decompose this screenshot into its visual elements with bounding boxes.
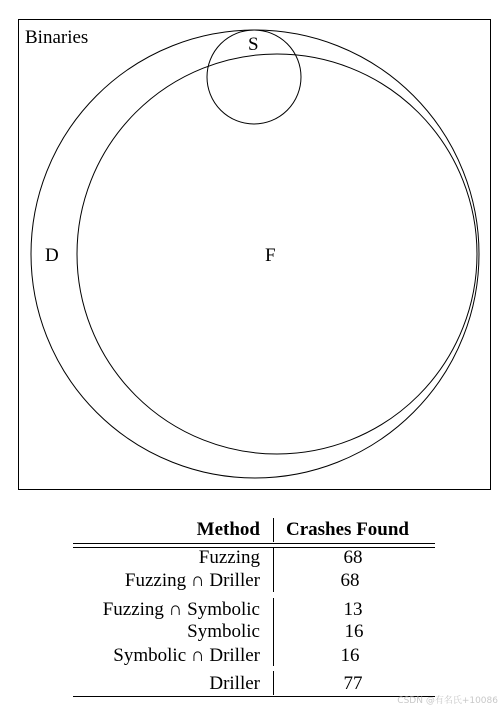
table-row-method: Fuzzing bbox=[198, 547, 260, 568]
group-2-divider bbox=[273, 598, 274, 666]
header-crashes-found: Crashes Found bbox=[286, 519, 409, 540]
table-row-method: Symbolic ∩ Driller bbox=[113, 645, 260, 666]
fuzzing-circle bbox=[77, 54, 477, 454]
table-row-crashes: 68 bbox=[340, 570, 360, 591]
table-row-method: Driller bbox=[209, 673, 260, 694]
table-row-crashes: 16 bbox=[340, 645, 360, 666]
group-3-divider bbox=[273, 671, 274, 695]
driller-circle bbox=[31, 30, 479, 478]
table-row-crashes: 16 bbox=[344, 621, 364, 642]
group-1-divider bbox=[273, 548, 274, 592]
driller-label: D bbox=[45, 245, 59, 266]
binaries-frame bbox=[19, 20, 491, 490]
table-row-method: Fuzzing ∩ Symbolic bbox=[102, 599, 260, 620]
table-bottom-rule bbox=[73, 696, 435, 697]
table-row-crashes: 68 bbox=[343, 547, 363, 568]
table-row-method: Symbolic bbox=[187, 621, 260, 642]
table-row-crashes: 77 bbox=[343, 673, 363, 694]
table-row-crashes: 13 bbox=[343, 599, 363, 620]
binaries-label: Binaries bbox=[25, 27, 89, 48]
watermark-text: CSDN @有名氏+10086 bbox=[397, 696, 498, 706]
fuzzing-label: F bbox=[265, 245, 276, 266]
header-rule-top bbox=[73, 543, 435, 544]
symbolic-label: S bbox=[248, 34, 259, 55]
header-divider bbox=[273, 518, 274, 542]
header-method: Method bbox=[196, 519, 260, 540]
table-row-method: Fuzzing ∩ Driller bbox=[124, 570, 260, 591]
